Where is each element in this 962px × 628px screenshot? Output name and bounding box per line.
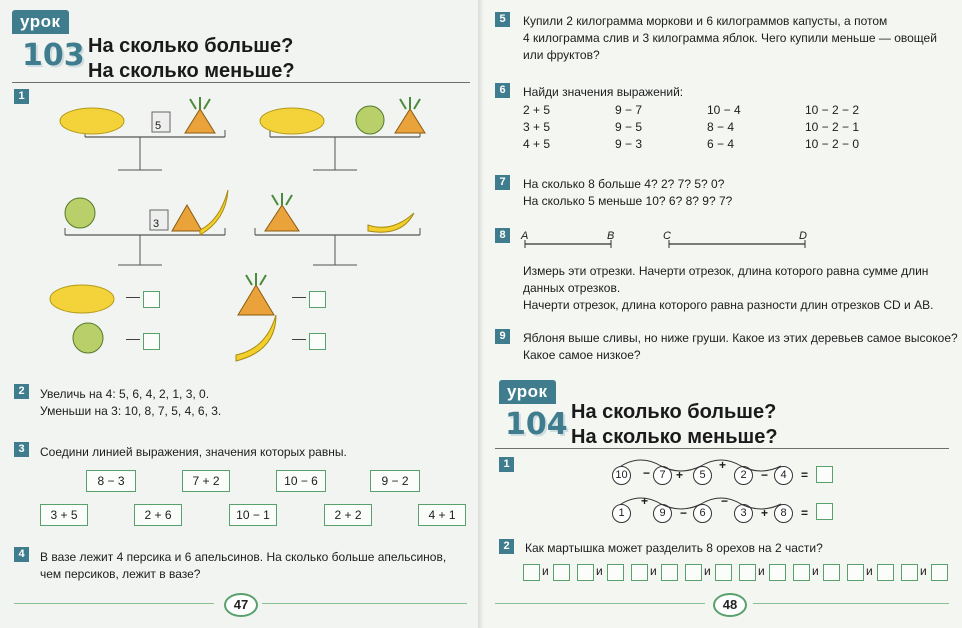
chain-operator: + [719, 458, 727, 472]
chain-number: 1 [612, 504, 631, 523]
chain-arcs [611, 458, 831, 518]
title-divider [495, 448, 949, 449]
banana-icon [368, 213, 414, 232]
chain-number: 10 [612, 466, 631, 485]
point-label: C [663, 230, 671, 242]
expression-column [615, 102, 642, 153]
pineapple-icon [238, 285, 274, 315]
scale-middle-left [65, 190, 228, 265]
task-8-line-1: Измерь эти отрезки. Начерти отрезок, длина которого равна сумме длин [523, 264, 929, 278]
answer-box[interactable] [309, 291, 326, 308]
task-2-line-2: Уменьши на 3: 10, 8, 7, 5, 4, 6, 3. [40, 404, 222, 418]
chain-number: 7 [653, 466, 672, 485]
pineapple-icon [395, 109, 425, 133]
footer-line [495, 603, 705, 604]
task-8-line-3: Начерти отрезок, длина которого равна разности длин отрезков CD и AB. [523, 298, 934, 312]
lesson-title-line1: На сколько больше? [571, 401, 777, 423]
task-5-line-2: 4 килограмма слив и 3 килограмма яблок. Чего купили меньше — овощей [523, 31, 937, 45]
watermelon-icon [65, 198, 95, 228]
task-5-line-3: или фруктов? [523, 48, 600, 62]
chain-operator: + [641, 494, 649, 508]
chain-operator: − [680, 506, 688, 520]
chain-number: 4 [774, 466, 793, 485]
expression-box[interactable]: 10 − 6 [276, 470, 326, 492]
page-number: 48 [713, 593, 747, 617]
right-page [481, 0, 962, 628]
expression-box[interactable]: 4 + 1 [418, 504, 466, 526]
expression-box[interactable]: 9 − 2 [370, 470, 420, 492]
banana-icon [200, 190, 228, 235]
pineapple-icon [172, 205, 202, 231]
task-7-line-2: На сколько 5 меньше 10? 6? 8? 9? 7? [523, 194, 733, 208]
chain-operator: + [676, 468, 684, 482]
chain-number: 2 [734, 466, 753, 485]
answer-box[interactable] [661, 564, 678, 581]
banana-icon [236, 315, 276, 361]
expression: 10 − 4 [707, 103, 741, 117]
melon-icon [260, 108, 324, 134]
lesson-number: 103 [22, 38, 85, 73]
expression: 9 − 3 [615, 137, 643, 151]
title-divider [12, 82, 470, 83]
task-6-text: Найди значения выражений: [523, 85, 684, 99]
lesson-badge: урок [499, 380, 556, 404]
expression-box[interactable]: 2 + 2 [324, 504, 372, 526]
task-5-line-1: Купили 2 килограмма моркови и 6 килограммов капусты, а потом [523, 14, 888, 28]
task-8-line-2: данных отрезков. [523, 281, 621, 295]
dash: — [126, 288, 140, 304]
and-word: и [704, 564, 711, 578]
expression: 10 − 2 − 2 [805, 103, 860, 117]
expression: 10 − 2 − 1 [805, 120, 860, 134]
task-4-number: 4 [14, 547, 29, 562]
page-title-line1: На сколько больше? [88, 35, 294, 57]
expression: 6 − 4 [707, 137, 735, 151]
expression-box[interactable]: 10 − 1 [229, 504, 277, 526]
l104-task-2-number: 2 [499, 539, 514, 554]
task-7-line-1: На сколько 8 больше 4? 2? 7? 5? 0? [523, 177, 725, 191]
expression: 2 + 5 [523, 103, 551, 117]
expression-column [805, 102, 859, 153]
chain-number: 6 [693, 504, 712, 523]
book-spine [478, 0, 484, 628]
l104-task-1-number: 1 [499, 457, 514, 472]
answer-box[interactable] [715, 564, 732, 581]
and-word: и [596, 564, 603, 578]
chain-operator: − [721, 494, 729, 508]
expression-column [707, 102, 741, 153]
dash: — [126, 330, 140, 346]
task-2-number: 2 [14, 384, 29, 399]
page-title-line2: На сколько меньше? [88, 60, 295, 82]
answer-box[interactable] [685, 564, 702, 581]
task-9-line-1: Яблоня выше сливы, но ниже груши. Какое из этих деревьев самое высокое? [523, 331, 958, 345]
answer-box[interactable] [309, 333, 326, 350]
chain-operator: − [761, 468, 769, 482]
expression-box[interactable]: 3 + 5 [40, 504, 88, 526]
answer-box[interactable] [577, 564, 594, 581]
answer-box[interactable] [631, 564, 648, 581]
and-word: и [866, 564, 873, 578]
dash: — [292, 288, 306, 304]
expression-box[interactable]: 8 − 3 [86, 470, 136, 492]
expression: 9 − 7 [615, 103, 643, 117]
l104-task-2-text: Как мартышка может разделить 8 орехов на 2 части? [525, 541, 823, 555]
dash: — [292, 330, 306, 346]
segments-figure [521, 226, 861, 256]
answer-box[interactable] [793, 564, 810, 581]
scale-top-left [60, 97, 225, 170]
lesson-title-line2: На сколько меньше? [571, 426, 778, 448]
task-1-number: 1 [14, 89, 29, 104]
lesson-number: 104 [505, 407, 568, 442]
chain-number: 3 [734, 504, 753, 523]
task-4-line-1: В вазе лежит 4 персика и 6 апельсинов. На сколько больше апельсинов, [40, 550, 447, 564]
task-5-number: 5 [495, 12, 510, 27]
answer-box[interactable] [769, 564, 786, 581]
expression: 10 − 2 − 0 [805, 137, 860, 151]
chain-number: 5 [693, 466, 712, 485]
point-label: D [799, 230, 807, 242]
task-3-number: 3 [14, 442, 29, 457]
answer-box[interactable] [523, 564, 540, 581]
pineapple-icon [265, 205, 299, 231]
task-3-text: Соедини линией выражения, значения которых равны. [40, 445, 347, 459]
weight-label: 3 [153, 218, 160, 230]
page-number: 47 [224, 593, 258, 617]
task-8-number: 8 [495, 228, 510, 243]
expression: 3 + 5 [523, 120, 551, 134]
melon-icon [60, 108, 124, 134]
chain-number: 8 [774, 504, 793, 523]
task-7-number: 7 [495, 175, 510, 190]
chain-operator: + [761, 506, 769, 520]
expression-box[interactable]: 7 + 2 [182, 470, 230, 492]
lesson-badge: урок [12, 10, 69, 34]
melon-icon [50, 285, 114, 313]
answer-box[interactable] [607, 564, 624, 581]
point-label: A [521, 230, 529, 242]
task-4-line-2: чем персиков, лежит в вазе? [40, 567, 201, 581]
expression: 8 − 4 [707, 120, 735, 134]
expression: 9 − 5 [615, 120, 643, 134]
scale-middle-right [255, 193, 420, 265]
pineapple-icon [185, 109, 215, 133]
watermelon-icon [356, 106, 384, 134]
footer-line [262, 603, 467, 604]
watermelon-icon [73, 323, 103, 353]
answer-box[interactable] [553, 564, 570, 581]
expression-column [523, 102, 550, 153]
answer-box[interactable] [143, 333, 160, 350]
chain-operator: − [643, 466, 651, 480]
answer-box[interactable] [739, 564, 756, 581]
and-word: и [920, 564, 927, 578]
scale-top-right [260, 97, 425, 170]
footer-line [753, 603, 949, 604]
task-9-line-2: Какое самое низкое? [523, 348, 641, 362]
answer-box[interactable] [901, 564, 918, 581]
answer-box[interactable] [823, 564, 840, 581]
footer-line [14, 603, 214, 604]
answer-box[interactable] [143, 291, 160, 308]
weight-label: 5 [155, 120, 162, 132]
task-9-number: 9 [495, 329, 510, 344]
point-label: B [607, 230, 615, 242]
expression-box[interactable]: 2 + 6 [134, 504, 182, 526]
and-word: и [650, 564, 657, 578]
answer-box[interactable] [877, 564, 894, 581]
answer-box[interactable] [931, 564, 948, 581]
and-word: и [542, 564, 549, 578]
task-6-number: 6 [495, 83, 510, 98]
expression: 4 + 5 [523, 137, 551, 151]
answer-box[interactable] [847, 564, 864, 581]
equals-sign: = [801, 468, 809, 482]
equals-sign: = [801, 506, 809, 520]
and-word: и [812, 564, 819, 578]
and-word: и [758, 564, 765, 578]
chain-number: 9 [653, 504, 672, 523]
scales-illustration [0, 85, 470, 365]
task-2-line-1: Увеличь на 4: 5, 6, 4, 2, 1, 3, 0. [40, 387, 210, 401]
